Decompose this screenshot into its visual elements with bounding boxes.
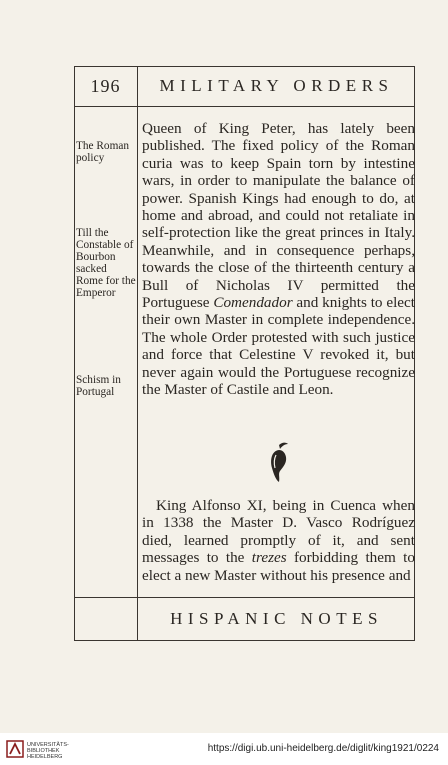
italic-term: trezes <box>251 549 287 567</box>
library-name-line: UNIVERSITÄTS- <box>27 742 69 748</box>
body-paragraph <box>142 120 415 399</box>
margin-divider <box>137 66 138 641</box>
header-rule <box>74 106 415 107</box>
library-logo-icon[interactable] <box>6 740 24 758</box>
library-name <box>27 742 69 760</box>
body-paragraph <box>142 497 415 584</box>
source-url-link[interactable]: https://digi.ub.uni-heidelberg.de/diglit/king1921/0224 <box>207 743 439 754</box>
margin-note: Schism in Portugal <box>76 374 121 398</box>
page-number: 196 <box>90 76 121 96</box>
margin-note: Till the Constable of Bourbon sacked Rome for the Emperor <box>76 227 136 299</box>
paragraph-text: forbidding them to elect a new Master without his presence and <box>142 549 415 584</box>
library-name-line: BIBLIOTHEK <box>27 748 60 754</box>
pomegranate-ornament-icon <box>266 441 292 483</box>
paragraph-text: and knights to elect their own Master in complete independence. The whole Order protested with such justice and force that Celestine V revoked it, but never again would the Portuguese recognize the Master of Castile and Leon. <box>142 294 415 399</box>
italic-term: Comendador <box>213 294 293 312</box>
running-title: MILITARY ORDERS <box>159 76 394 95</box>
margin-note: The Roman policy <box>76 140 130 164</box>
paragraph-text: Queen of King Peter, has lately been published. The fixed policy of the Roman curia was to keep Spain torn by intestine wars, in order to manipulate the balance of power. Spanish Kings had enough to do, at home and abroad, and could not retaliate in self-protection like the great princes in Italy. Meanwhile, and in consequence perhaps, towards the close of the thirteenth century a Bull of Nicholas IV permitted the Portuguese <box>142 120 415 312</box>
paragraph-text: King Alfonso XI, being in Cuenca when in 1338 the Master D. Vasco Rodríguez died, learned promptly of it, and sent messages to the <box>142 497 415 567</box>
footer-title: HISPANIC NOTES <box>170 609 383 628</box>
library-bar <box>0 733 448 765</box>
footer-rule <box>74 597 415 598</box>
library-name-line: HEIDELBERG <box>27 754 63 760</box>
